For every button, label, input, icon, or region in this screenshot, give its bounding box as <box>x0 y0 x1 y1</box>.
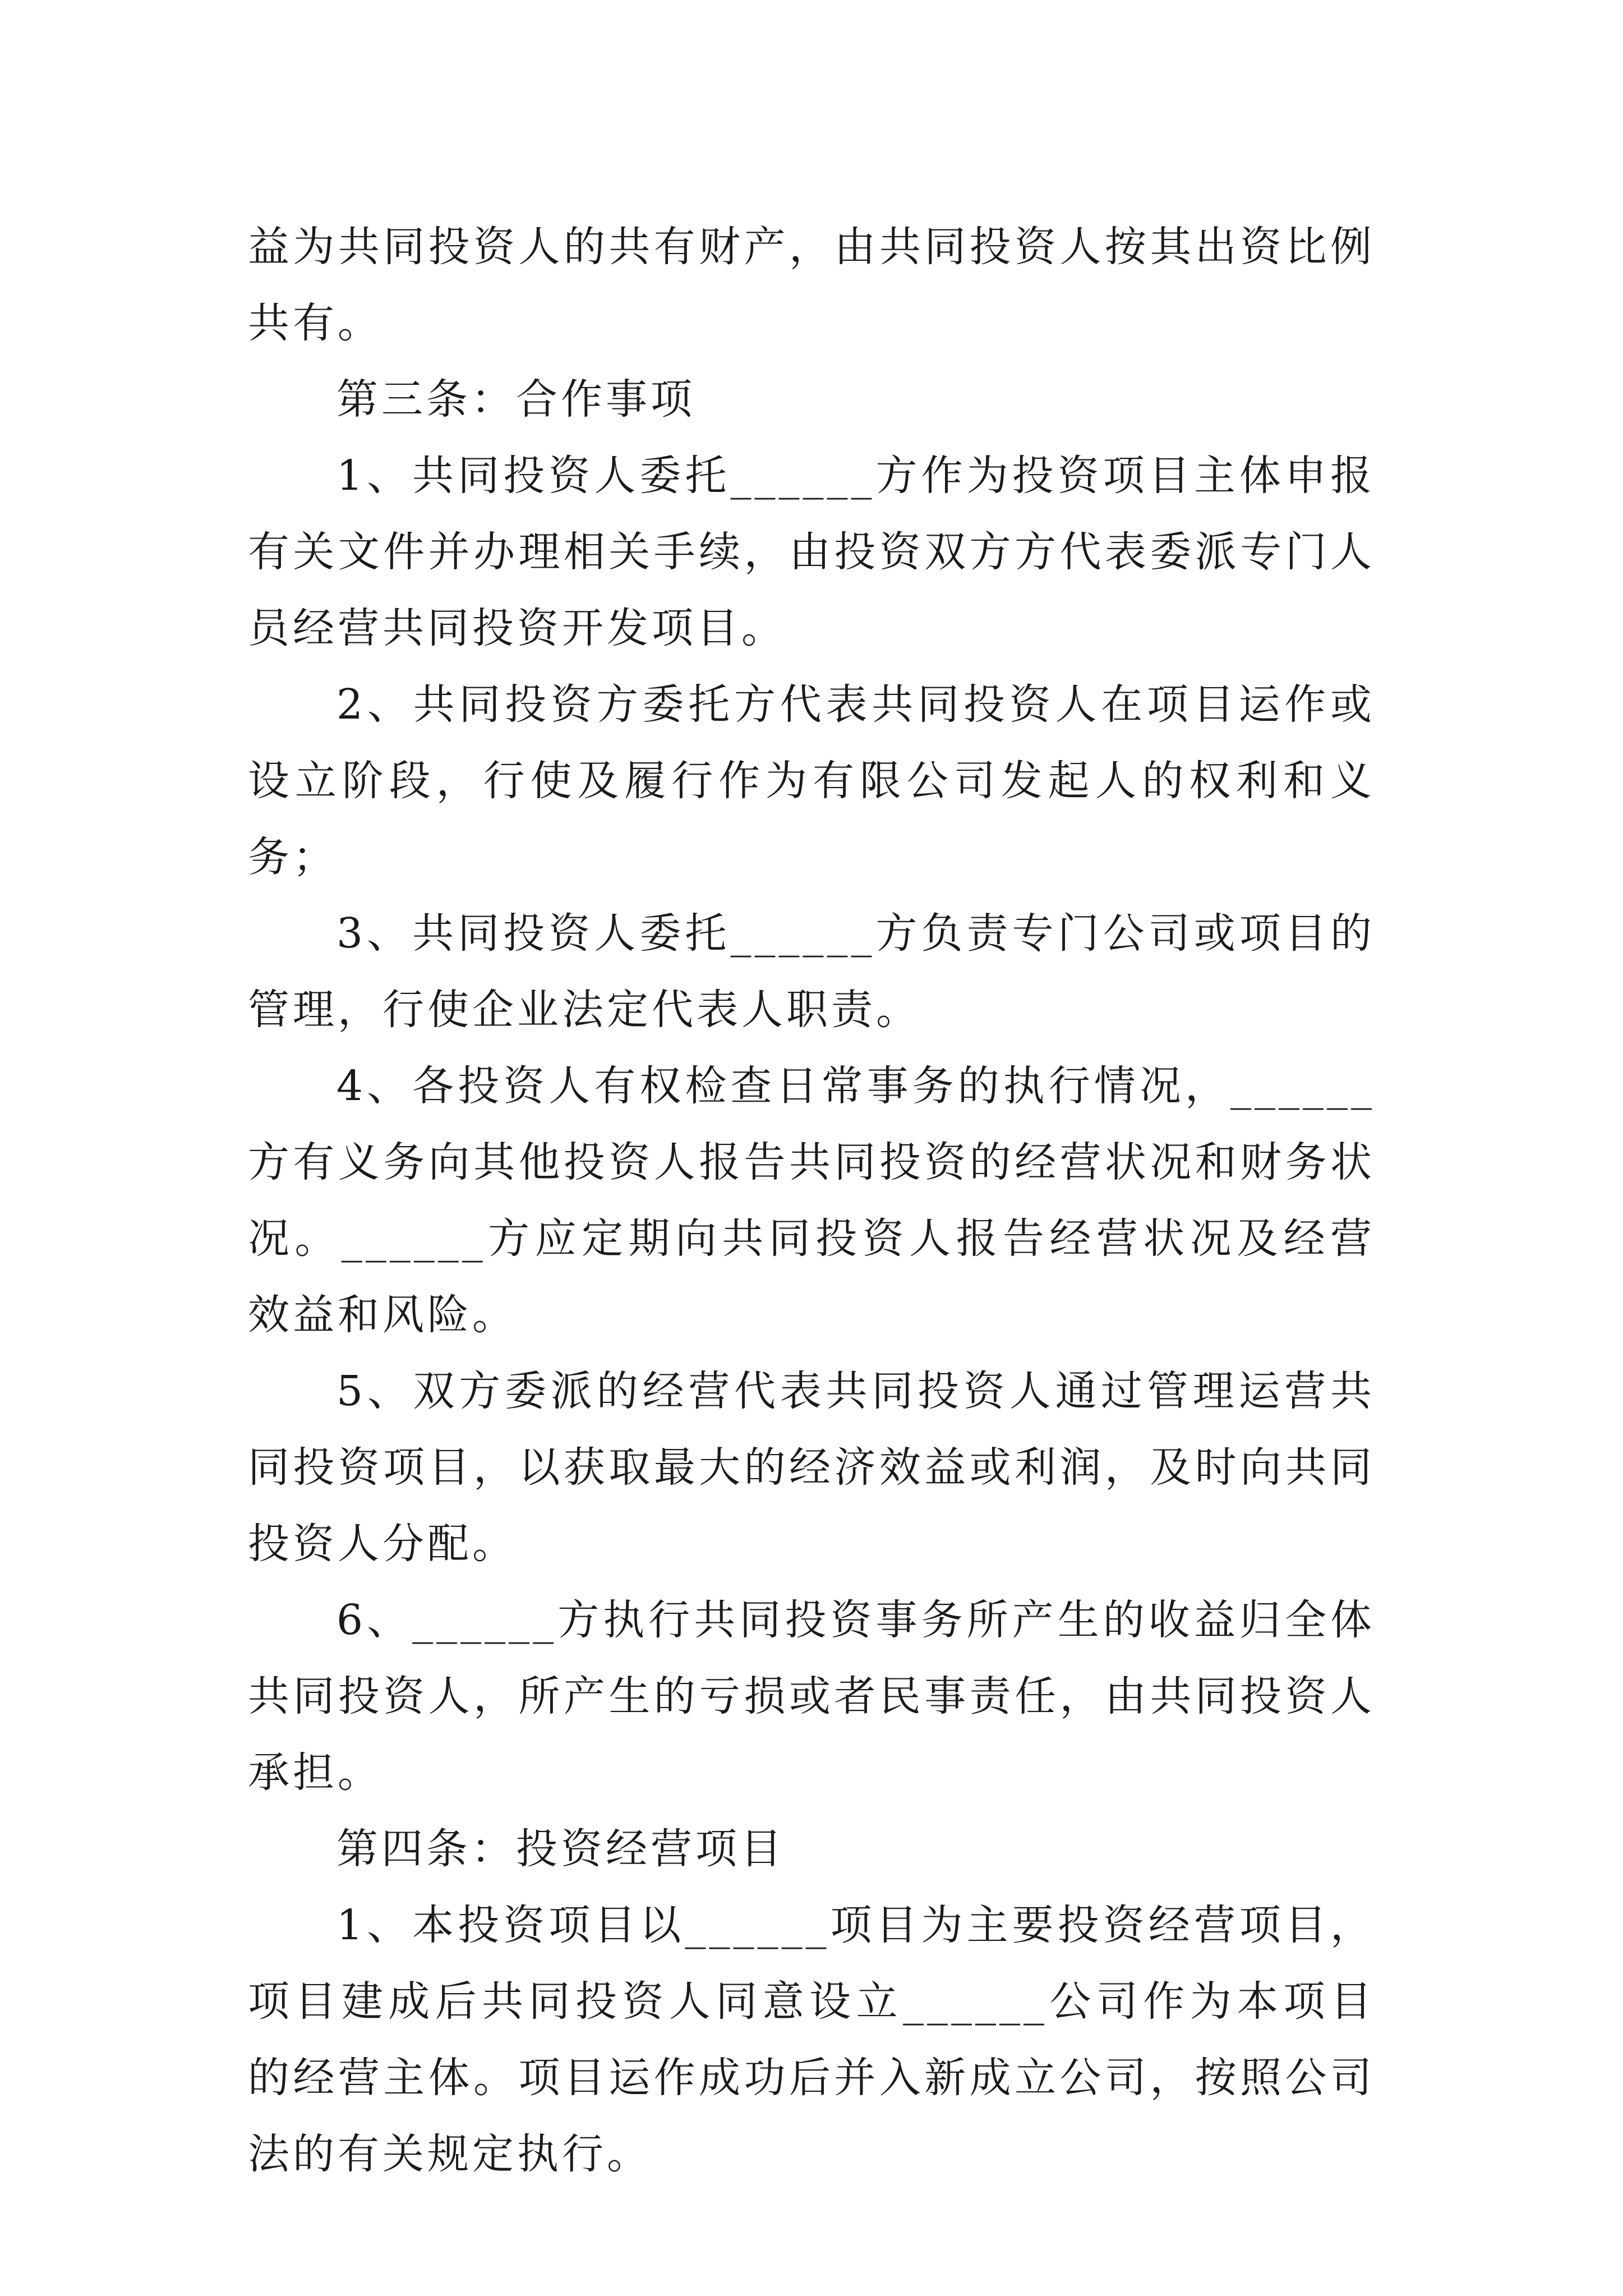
clause-3-6: 6、______方执行共同投资事务所产生的收益归全体共同投资人，所产生的亏损或者民事责任，由共同投资人承担。 <box>248 1596 1375 1797</box>
clause-3-2: 2、共同投资方委托方代表共同投资人在项目运作或设立阶段，行使及履行作为有限公司发起人的权利和义务； <box>248 680 1375 881</box>
clause-4-1: 1、本投资项目以______项目为主要投资经营项目，项目建成后共同投资人同意设立______公司作为本项目的经营主体。项目运作成功后并入新成立公司，按照公司法的有关规定执行。 <box>248 1901 1375 2178</box>
section-heading-article-3: 第三条：合作事项 <box>336 375 695 424</box>
section-heading-article-4: 第四条：投资经营项目 <box>336 1825 785 1873</box>
clause-3-4: 4、各投资人有权检查日常事务的执行情况，______方有义务向其他投资人报告共同投资的经营状况和财务状况。______方应定期向共同投资人报告经营状况及经营效益和风险。 <box>248 1062 1375 1339</box>
clause-3-1: 1、共同投资人委托______方作为投资项目主体申报有关文件并办理相关手续，由投资双方方代表委派专门人员经营共同投资开发项目。 <box>248 452 1375 652</box>
clause-3-3: 3、共同投资人委托______方负责专门公司或项目的管理，行使企业法定代表人职责。 <box>248 909 1375 1034</box>
paragraph-continuation: 益为共同投资人的共有财产，由共同投资人按其出资比例共有。 <box>248 223 1375 347</box>
clause-3-5: 5、双方委派的经营代表共同投资人通过管理运营共同投资项目，以获取最大的经济效益或利润，及时向共同投资人分配。 <box>248 1367 1375 1568</box>
document-body <box>248 209 1375 2192</box>
